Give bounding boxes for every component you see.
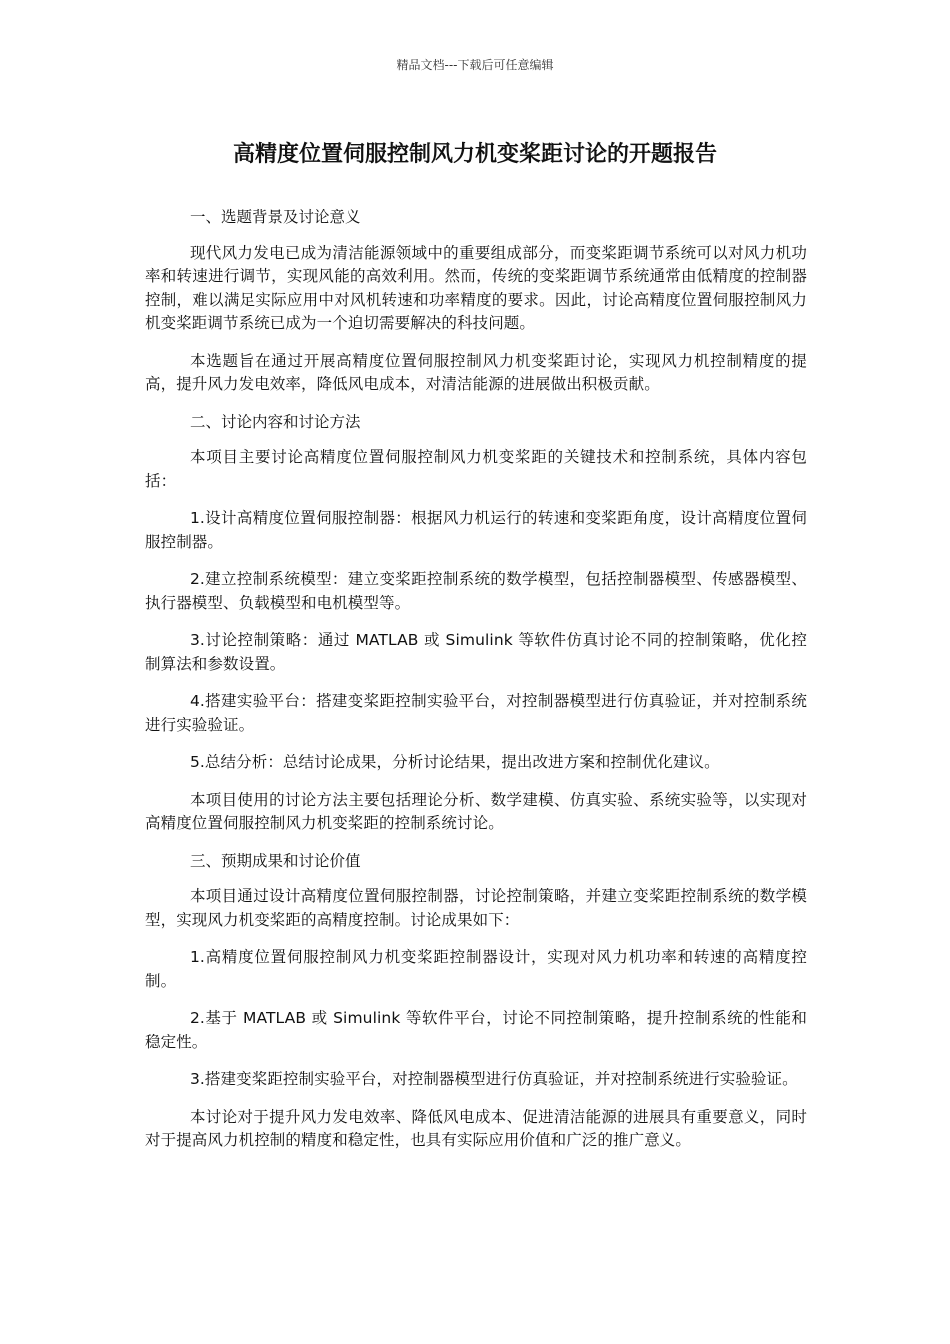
list-item: 3.讨论控制策略：通过 MATLAB 或 Simulink 等软件仿真讨论不同的控制策略，优化控制算法和参数设置。 (145, 631, 807, 673)
page-header-watermark: 精品文档---下载后可任意编辑 (396, 58, 554, 72)
paragraph: 本讨论对于提升风力发电效率、降低风电成本、促进清洁能源的进展具有重要意义，同时对于提高风力机控制的精度和稳定性，也具有实际应用价值和广泛的推广意义。 (145, 1107, 807, 1149)
paragraph: 本项目使用的讨论方法主要包括理论分析、数学建模、仿真实验、系统实验等，以实现对高精度位置伺服控制风力机变桨距的控制系统讨论。 (145, 790, 807, 832)
document-title: 高精度位置伺服控制风力机变桨距讨论的开题报告 (232, 142, 717, 167)
paragraph: 本项目主要讨论高精度位置伺服控制风力机变桨距的关键技术和控制系统，具体内容包括： (145, 448, 807, 490)
list-item: 5.总结分析：总结讨论成果，分析讨论结果，提出改进方案和控制优化建议。 (189, 753, 720, 771)
list-item: 3.搭建变桨距控制实验平台，对控制器模型进行仿真验证，并对控制系统进行实验验证。 (189, 1070, 798, 1088)
document-body (145, 206, 807, 1153)
section-heading-expected-results: 三、预期成果和讨论价值 (189, 851, 361, 870)
paragraph: 现代风力发电已成为清洁能源领域中的重要组成部分，而变桨距调节系统可以对风力机功率和转速进行调节，实现风能的高效利用。然而，传统的变桨距调节系统通常由低精度的控制器控制，难以满足实际应用中对风机转速和功率精度的要求。因此，讨论高精度位置伺服控制风力机变桨距调节系统已成为一个迫切需要解决的科技问题。 (145, 243, 807, 332)
section-heading-content-methods: 二、讨论内容和讨论方法 (189, 412, 361, 431)
list-item: 1.高精度位置伺服控制风力机变桨距控制器设计，实现对风力机功率和转速的高精度控制。 (145, 948, 807, 990)
list-item: 2.基于 MATLAB 或 Simulink 等软件平台，讨论不同控制策略，提升控制系统的性能和稳定性。 (145, 1009, 807, 1051)
paragraph: 本选题旨在通过开展高精度位置伺服控制风力机变桨距讨论，实现风力机控制精度的提高，提升风力发电效率，降低风电成本，对清洁能源的进展做出积极贡献。 (145, 351, 807, 393)
section-heading-background: 一、选题背景及讨论意义 (189, 208, 361, 226)
list-item: 4.搭建实验平台：搭建变桨距控制实验平台，对控制器模型进行仿真验证，并对控制系统进行实验验证。 (145, 692, 807, 734)
paragraph: 本项目通过设计高精度位置伺服控制器，讨论控制策略，并建立变桨距控制系统的数学模型，实现风力机变桨距的高精度控制。讨论成果如下： (145, 887, 807, 929)
list-item: 1.设计高精度位置伺服控制器：根据风力机运行的转速和变桨距角度，设计高精度位置伺服控制器。 (145, 509, 807, 551)
list-item: 2.建立控制系统模型：建立变桨距控制系统的数学模型，包括控制器模型、传感器模型、执行器模型、负载模型和电机模型等。 (145, 570, 807, 612)
